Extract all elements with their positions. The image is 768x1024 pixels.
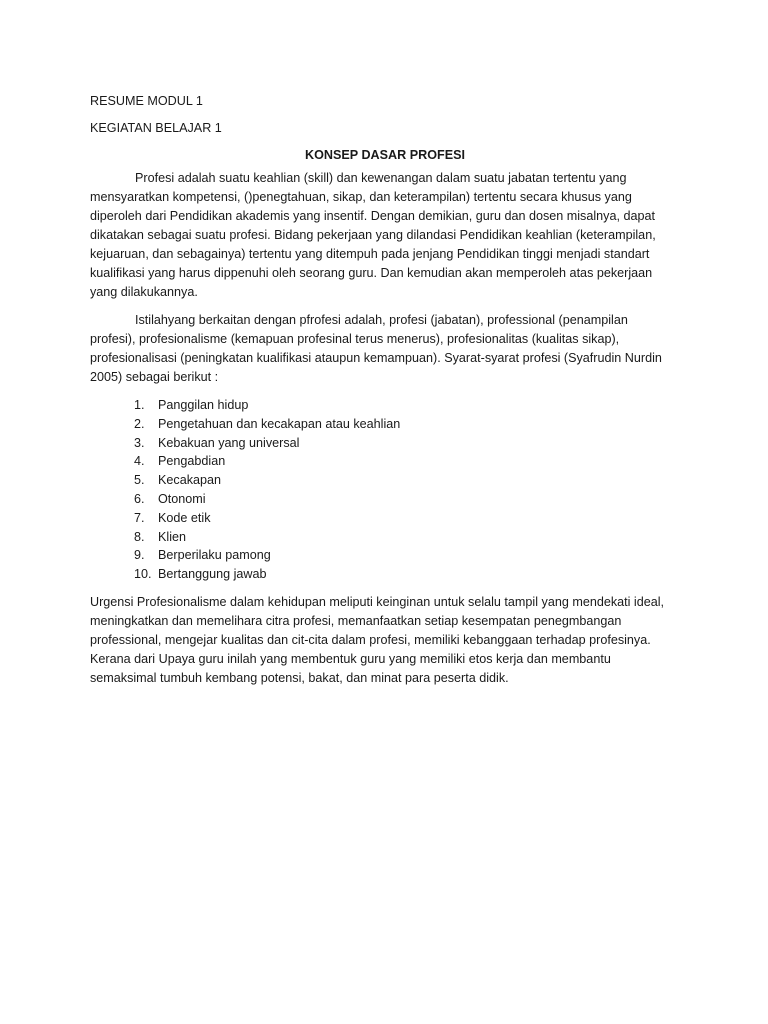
paragraph-line: diperoleh dari Pendidikan akademis yang insentif. Dengan demikian, guru dan dosen misalnya, dapat	[90, 209, 655, 223]
list-item	[134, 509, 680, 528]
paragraph-line: Profesi adalah suatu keahlian (skill) dan kewenangan dalam suatu jabatan tertentu yang	[135, 171, 627, 185]
list-item-number: 1.	[134, 398, 145, 412]
paragraph-line: dikatakan sebagai suatu profesi. Bidang pekerjaan yang dilandasi Pendidikan keahlian (keterampilan,	[90, 228, 656, 242]
paragraph-line: kualifikasi yang harus dippenuhi oleh seorang guru. Dan kemudian akan memperoleh atas pekerjaan	[90, 266, 653, 280]
list-item-number: 2.	[134, 416, 145, 431]
list-item-number: 5.	[134, 473, 145, 488]
list-item	[134, 415, 680, 434]
list-item-text: Berperilaku pamong	[158, 548, 271, 563]
paragraph-line: profesionalisasi (peningkatan kualifikasi ataupun kemampuan). Syarat-syarat profesi (Syafrudin Nurdin	[90, 351, 662, 365]
list-item-text: Otonomi	[158, 491, 206, 506]
paragraph-line: professional, mengejar kualitas dan cit-cita dalam profesi, memiliki kebanggaan terhadap profesinya.	[90, 632, 651, 647]
list-item-number: 4.	[134, 454, 145, 469]
document-body	[90, 92, 680, 697]
paragraph-line: Urgensi Profesionalisme dalam kehidupan meliputi keinginan untuk selalu tampil yang mendekati ideal,	[90, 594, 665, 609]
list-item	[134, 452, 680, 471]
list-item-number: 7.	[134, 510, 145, 525]
resume-heading: RESUME MODUL 1	[90, 94, 203, 108]
list-item	[134, 434, 680, 453]
list-item-text: Kecakapan	[158, 473, 222, 488]
paragraph-line: 2005) sebagai berikut :	[90, 370, 219, 384]
list-item	[134, 546, 680, 565]
list-item-text: Bertanggung jawab	[158, 567, 267, 582]
paragraph-professionalism-urgency	[90, 593, 680, 688]
list-item-text: Kebakuan yang universal	[158, 435, 300, 450]
list-item-text: Panggilan hidup	[158, 398, 249, 412]
paragraph-profession-definition	[90, 169, 680, 302]
list-item	[134, 565, 680, 584]
list-item	[134, 528, 680, 547]
paragraph-line: semaksimal tumbuh kembang potensi, bakat, dan minat para peserta didik.	[90, 670, 509, 685]
list-item-number: 9.	[134, 548, 145, 563]
list-item	[134, 396, 680, 415]
paragraph-line: profesi), profesionalisme (kemapuan profesinal terus menerus), profesionalitas (kualitas sikap),	[90, 332, 620, 346]
list-item	[134, 490, 680, 509]
paragraph-line: kejuaruan, dan sebagainya) tertentu yang ditempuh pada jenjang Pendidikan tinggi menjadi standart	[90, 247, 650, 261]
list-item-number: 3.	[134, 435, 145, 450]
paragraph-line: Kerana dari Upaya guru inilah yang membentuk guru yang memiliki etos kerja dan membantu	[90, 651, 611, 666]
list-item-text: Pengetahuan dan kecakapan atau keahlian	[158, 416, 401, 431]
paragraph-line: Istilahyang berkaitan dengan pfrofesi adalah, profesi (jabatan), professional (penampilan	[135, 313, 628, 327]
list-item-text: Kode etik	[158, 510, 211, 525]
list-item-text: Klien	[158, 529, 187, 544]
document-title: KONSEP DASAR PROFESI	[304, 148, 466, 162]
paragraph-line: meningkatkan dan memelihara citra profesi, memanfaatkan setiap kesempatan penegmbangan	[90, 613, 622, 628]
list-item-number: 6.	[134, 491, 145, 506]
list-item-number: 10.	[134, 567, 152, 582]
list-item	[134, 471, 680, 490]
paragraph-line: mensyaratkan kompetensi, ()penegtahuan, sikap, dan keterampilan) tertentu secara khusus yang	[90, 190, 632, 204]
list-item-number: 8.	[134, 529, 145, 544]
paragraph-terms	[90, 311, 680, 387]
activity-heading: KEGIATAN BELAJAR 1	[90, 121, 222, 135]
paragraph-line: yang dilakukannya.	[90, 285, 198, 299]
list-item-text: Pengabdian	[158, 454, 226, 469]
requirements-list	[90, 396, 680, 584]
